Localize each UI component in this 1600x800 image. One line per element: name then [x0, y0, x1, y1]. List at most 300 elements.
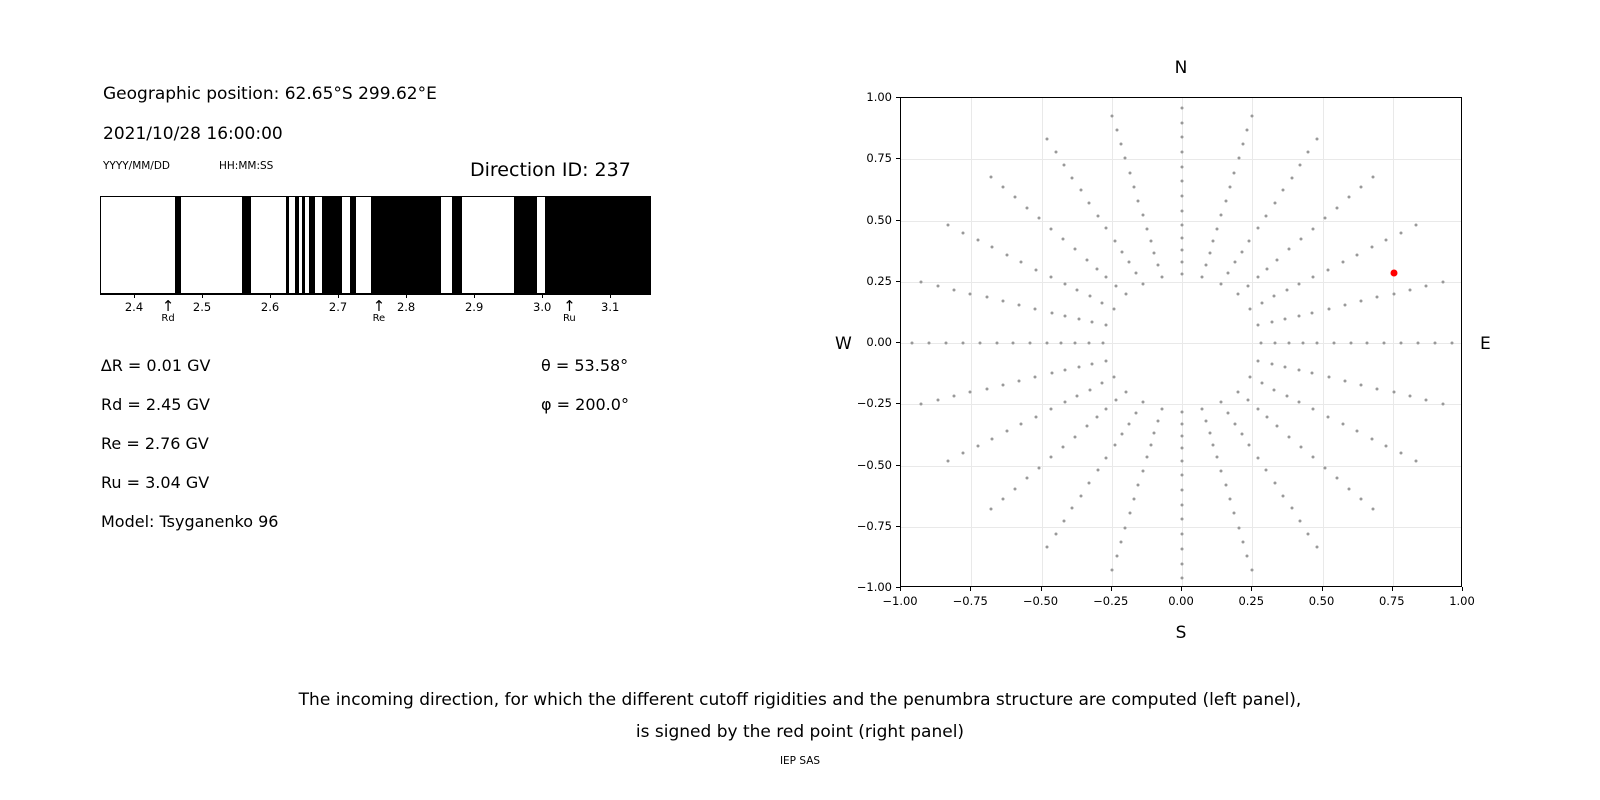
- direction-dot: [1229, 498, 1232, 501]
- gridline-horizontal: [901, 221, 1461, 222]
- direction-dot: [1366, 342, 1369, 345]
- direction-dot: [1137, 483, 1140, 486]
- direction-dot: [1273, 295, 1276, 298]
- direction-dot: [1242, 143, 1245, 146]
- direction-dot: [1261, 301, 1264, 304]
- direction-dot: [961, 231, 964, 234]
- direction-dot: [1311, 311, 1314, 314]
- x-axis-tick: [1111, 587, 1112, 591]
- direction-dot: [1441, 281, 1444, 284]
- x-axis-tick: [1181, 587, 1182, 591]
- direction-dot: [1125, 293, 1128, 296]
- direction-dot: [1034, 307, 1037, 310]
- direction-dot: [1383, 342, 1386, 345]
- direction-dot: [1049, 227, 1052, 230]
- direction-dot: [1181, 447, 1184, 450]
- direction-dot: [1242, 540, 1245, 543]
- x-axis-tick-label: 1.00: [1449, 594, 1475, 608]
- direction-dot: [1241, 433, 1244, 436]
- direction-dot: [1425, 399, 1428, 402]
- y-axis-tick: [896, 587, 900, 588]
- direction-dot: [1181, 518, 1184, 521]
- direction-dot: [961, 342, 964, 345]
- direction-dot: [1324, 217, 1327, 220]
- direction-dot: [1417, 342, 1420, 345]
- direction-dot: [1249, 376, 1252, 379]
- direction-dot: [1115, 554, 1118, 557]
- direction-dot: [1312, 275, 1315, 278]
- direction-dot: [1266, 416, 1269, 419]
- x-axis-tick-label: −0.50: [1022, 594, 1059, 608]
- direction-dot: [1343, 380, 1346, 383]
- direction-dot: [1236, 390, 1239, 393]
- direction-dot: [1349, 342, 1352, 345]
- direction-dot: [1181, 459, 1184, 462]
- direction-dot: [1327, 376, 1330, 379]
- direction-dot: [1181, 236, 1184, 239]
- direction-dot: [1160, 408, 1163, 411]
- penumbra-axis-tick: [338, 294, 339, 298]
- direction-dot: [1018, 380, 1021, 383]
- direction-dot: [1181, 106, 1184, 109]
- y-axis-tick-label: 1.00: [866, 90, 892, 104]
- gridline-vertical: [1393, 98, 1394, 586]
- direction-dot: [1001, 383, 1004, 386]
- direction-dot: [1265, 469, 1268, 472]
- penumbra-axis-tick-label: 2.9: [464, 300, 484, 314]
- gridline-vertical: [1042, 98, 1043, 586]
- direction-dot: [978, 342, 981, 345]
- direction-dot: [1181, 180, 1184, 183]
- penumbra-axis-tick-label: 2.6: [260, 300, 280, 314]
- direction-dot: [1370, 246, 1373, 249]
- direction-dot: [1315, 342, 1318, 345]
- direction-dot: [1425, 284, 1428, 287]
- penumbra-band: [295, 197, 300, 293]
- penumbra-marker-re: [372, 297, 386, 326]
- direction-dot: [1208, 431, 1211, 434]
- y-axis-tick: [896, 403, 900, 404]
- direction-dot: [1273, 201, 1276, 204]
- direction-dot: [1347, 487, 1350, 490]
- direction-dot: [1181, 165, 1184, 168]
- direction-dot: [1181, 503, 1184, 506]
- direction-dot: [1096, 214, 1099, 217]
- direction-dot: [1105, 227, 1108, 230]
- direction-dot: [1297, 314, 1300, 317]
- gridline-horizontal: [901, 404, 1461, 405]
- direction-dot: [920, 281, 923, 284]
- penumbra-marker-label: Rd: [161, 313, 175, 324]
- penumbra-axis-tick: [542, 294, 543, 298]
- direction-dot: [1050, 372, 1053, 375]
- direction-dot: [990, 175, 993, 178]
- direction-dot: [1360, 300, 1363, 303]
- direction-dot: [1335, 206, 1338, 209]
- direction-dot: [1153, 431, 1156, 434]
- direction-dot: [1071, 176, 1074, 179]
- direction-dot: [1307, 532, 1310, 535]
- direction-dot: [1079, 189, 1082, 192]
- direction-dot: [947, 224, 950, 227]
- direction-dot: [1299, 520, 1302, 523]
- direction-dot: [1146, 228, 1149, 231]
- arrow-up-icon: ↑: [161, 297, 175, 315]
- direction-dot: [1234, 422, 1237, 425]
- direction-dot: [953, 288, 956, 291]
- y-axis-tick-label: −0.25: [856, 396, 892, 411]
- y-axis-tick-label: 0.00: [866, 335, 892, 349]
- gridline-horizontal: [901, 527, 1461, 528]
- gridline-vertical: [1323, 98, 1324, 586]
- direction-dot: [1071, 507, 1074, 510]
- penumbra-axis-tick: [270, 294, 271, 298]
- direction-dot: [1301, 342, 1304, 345]
- direction-dot: [1227, 412, 1230, 415]
- direction-dot: [1312, 408, 1315, 411]
- penumbra-axis: [100, 294, 651, 354]
- penumbra-marker-label: Re: [372, 313, 386, 324]
- direction-dot: [1050, 311, 1053, 314]
- direction-dot: [1156, 263, 1159, 266]
- direction-dot: [1241, 250, 1244, 253]
- date-format-hint: YYYY/MM/DD: [103, 160, 171, 172]
- direction-dot: [1119, 143, 1122, 146]
- direction-dot: [1299, 163, 1302, 166]
- direction-dot: [991, 246, 994, 249]
- direction-dot: [1327, 415, 1330, 418]
- time-format-hint: HH:MM:SS: [219, 160, 274, 172]
- x-axis-tick-label: −0.25: [1093, 594, 1129, 608]
- direction-dot: [1020, 422, 1023, 425]
- direction-dot: [1297, 283, 1300, 286]
- direction-dot: [911, 342, 914, 345]
- penumbra-band: [286, 197, 289, 293]
- direction-dot: [1046, 342, 1049, 345]
- direction-dot: [1076, 394, 1079, 397]
- direction-dot: [969, 391, 972, 394]
- direction-dot: [1054, 532, 1057, 535]
- direction-dot: [1288, 248, 1291, 251]
- direction-dot: [1076, 289, 1079, 292]
- direction-dot: [1347, 196, 1350, 199]
- x-axis-tick-label: 0.50: [1308, 594, 1335, 608]
- direction-dot: [1077, 317, 1080, 320]
- direction-dot: [1273, 482, 1276, 485]
- x-axis-tick-label: −0.75: [952, 594, 988, 608]
- direction-dot: [1400, 452, 1403, 455]
- direction-dot: [1073, 435, 1076, 438]
- direction-dot: [1227, 271, 1230, 274]
- direction-dot: [936, 399, 939, 402]
- direction-dot: [976, 444, 979, 447]
- direction-dot: [1356, 430, 1359, 433]
- caption-line-2: is signed by the red point (right panel): [635, 722, 965, 742]
- direction-dot: [1287, 342, 1290, 345]
- penumbra-marker-label: Ru: [562, 313, 576, 324]
- right-panel: [800, 0, 1600, 800]
- penumbra-band: [452, 197, 462, 293]
- direction-dot: [1370, 437, 1373, 440]
- direction-dot: [1112, 307, 1115, 310]
- y-axis-tick: [896, 97, 900, 98]
- direction-dot: [1105, 456, 1108, 459]
- direction-dot: [1054, 151, 1057, 154]
- direction-dot: [1134, 412, 1137, 415]
- direction-dot: [976, 239, 979, 242]
- direction-dot: [1062, 520, 1065, 523]
- direction-dot: [1119, 540, 1122, 543]
- selected-direction-point: [1391, 270, 1398, 277]
- direction-dot: [1181, 224, 1184, 227]
- direction-dot: [1120, 433, 1123, 436]
- penumbra-bands: [100, 196, 651, 294]
- direction-dot: [1356, 253, 1359, 256]
- direction-dot: [1312, 227, 1315, 230]
- penumbra-band: [175, 197, 181, 293]
- direction-dot: [1212, 443, 1215, 446]
- direction-dot: [1134, 271, 1137, 274]
- direction-dot: [990, 508, 993, 511]
- direction-dot: [1265, 214, 1268, 217]
- direction-dot: [1237, 157, 1240, 160]
- penumbra-band: [371, 197, 441, 293]
- direction-dot: [1282, 494, 1285, 497]
- direction-dot: [1273, 342, 1276, 345]
- y-axis-tick: [896, 342, 900, 343]
- direction-dot: [1141, 282, 1144, 285]
- gridline-vertical: [1182, 98, 1183, 586]
- penumbra-marker-ru: [562, 297, 576, 326]
- geographic-position-label: Geographic position: 62.65°S 299.62°E: [103, 84, 437, 104]
- direction-dot: [1064, 369, 1067, 372]
- direction-dot: [1315, 138, 1318, 141]
- direction-dot: [1181, 273, 1184, 276]
- datetime-label: 2021/10/28 16:00:00: [103, 124, 283, 144]
- direction-dot: [1376, 387, 1379, 390]
- direction-dot: [1153, 252, 1156, 255]
- direction-dot: [1297, 369, 1300, 372]
- x-axis-tick-label: 0.00: [1168, 594, 1194, 608]
- direction-dot: [1181, 261, 1184, 264]
- direction-id-label: Direction ID: 237: [470, 159, 631, 181]
- direction-dot: [1096, 469, 1099, 472]
- direction-dot: [1181, 209, 1184, 212]
- y-axis-tick: [896, 281, 900, 282]
- direction-dot: [1001, 300, 1004, 303]
- figure-caption: [0, 684, 1600, 748]
- direction-dot: [1115, 399, 1118, 402]
- direction-dot: [1181, 489, 1184, 492]
- direction-dot: [1360, 383, 1363, 386]
- direction-dot: [1034, 376, 1037, 379]
- direction-dot: [1234, 261, 1237, 264]
- direction-dot: [928, 342, 931, 345]
- direction-dot: [1376, 296, 1379, 299]
- direction-dot: [1256, 456, 1259, 459]
- direction-dot: [1020, 261, 1023, 264]
- direction-dot: [1359, 497, 1362, 500]
- direction-dot: [1290, 507, 1293, 510]
- footer-credit: IEP SAS: [779, 755, 821, 767]
- direction-dot: [1049, 275, 1052, 278]
- direction-dot: [1220, 282, 1223, 285]
- direction-dot: [1181, 562, 1184, 565]
- direction-dot: [1064, 283, 1067, 286]
- direction-dot: [1371, 508, 1374, 511]
- direction-dot: [1181, 195, 1184, 198]
- direction-dot: [1208, 252, 1211, 255]
- direction-dot: [1091, 321, 1094, 324]
- direction-dot: [1311, 372, 1314, 375]
- direction-dot: [1400, 231, 1403, 234]
- direction-dot: [1181, 422, 1184, 425]
- penumbra-axis-tick-label: 2.4: [124, 300, 144, 314]
- x-axis-tick-label: 0.75: [1378, 594, 1405, 608]
- direction-dot: [1088, 482, 1091, 485]
- direction-dot: [1018, 303, 1021, 306]
- x-axis-tick: [1462, 587, 1463, 591]
- direction-dot: [1212, 240, 1215, 243]
- x-axis-tick: [1251, 587, 1252, 591]
- direction-dot: [1061, 445, 1064, 448]
- direction-dot: [1002, 497, 1005, 500]
- direction-dot: [1315, 545, 1318, 548]
- gridline-vertical: [1252, 98, 1253, 586]
- direction-dot: [1181, 248, 1184, 251]
- phi-value: φ = 200.0°: [541, 395, 629, 414]
- compass-west-label: W: [835, 334, 852, 354]
- direction-dot: [1128, 171, 1131, 174]
- y-axis-tick: [896, 465, 900, 466]
- direction-dot: [1034, 268, 1037, 271]
- penumbra-band: [322, 197, 342, 293]
- direction-dot: [936, 284, 939, 287]
- direction-dot: [1237, 526, 1240, 529]
- direction-dot: [1005, 430, 1008, 433]
- direction-dot: [1181, 121, 1184, 124]
- direction-dot: [1246, 554, 1249, 557]
- gridline-horizontal: [901, 159, 1461, 160]
- delta-r-value: ∆R = 0.01 GV: [101, 356, 211, 375]
- penumbra-band: [242, 197, 251, 293]
- direction-dot: [1026, 477, 1029, 480]
- direction-dot: [1297, 400, 1300, 403]
- direction-dot: [1290, 176, 1293, 179]
- direction-dot: [1095, 416, 1098, 419]
- penumbra-axis-tick: [610, 294, 611, 298]
- direction-dot: [944, 342, 947, 345]
- direction-dot: [1327, 268, 1330, 271]
- direction-dot: [1049, 408, 1052, 411]
- direction-dot: [1441, 402, 1444, 405]
- direction-dot: [1088, 342, 1091, 345]
- direction-dot: [1408, 395, 1411, 398]
- direction-dot: [1120, 250, 1123, 253]
- direction-dot: [1095, 267, 1098, 270]
- direction-dot: [1141, 401, 1144, 404]
- direction-dot: [1100, 382, 1103, 385]
- direction-dot: [961, 452, 964, 455]
- direction-dot: [1088, 295, 1091, 298]
- direction-dot: [1012, 342, 1015, 345]
- direction-dot: [947, 459, 950, 462]
- y-axis-tick-label: −0.50: [856, 457, 892, 472]
- direction-dot: [1062, 163, 1065, 166]
- y-axis-tick-label: −1.00: [856, 580, 892, 594]
- penumbra-band: [350, 197, 356, 293]
- direction-dot: [1385, 444, 1388, 447]
- direction-dot: [1246, 129, 1249, 132]
- direction-dot: [1229, 185, 1232, 188]
- direction-dot: [1077, 366, 1080, 369]
- direction-dot: [1261, 382, 1264, 385]
- gridline-horizontal: [901, 343, 1461, 344]
- direction-dot: [1371, 175, 1374, 178]
- model-value: Model: Tsyganenko 96: [101, 512, 279, 531]
- direction-dot: [1324, 466, 1327, 469]
- direction-dot: [1250, 569, 1253, 572]
- compass-north-label: N: [1174, 58, 1188, 78]
- direction-dot: [1359, 186, 1362, 189]
- direction-dot: [1236, 293, 1239, 296]
- direction-dot: [1046, 545, 1049, 548]
- direction-dot: [1141, 214, 1144, 217]
- direction-dot: [1181, 547, 1184, 550]
- direction-dot: [1233, 512, 1236, 515]
- sky-map-plot: [900, 97, 1462, 587]
- direction-dot: [1181, 533, 1184, 536]
- y-axis-tick-label: 0.75: [866, 151, 892, 166]
- x-axis-tick: [1392, 587, 1393, 591]
- y-axis-tick-label: 0.25: [866, 273, 892, 288]
- direction-dot: [1115, 129, 1118, 132]
- direction-dot: [1074, 342, 1077, 345]
- direction-dot: [1414, 224, 1417, 227]
- penumbra-chart: [100, 196, 651, 294]
- direction-dot: [1246, 399, 1249, 402]
- direction-dot: [1224, 200, 1227, 203]
- direction-dot: [1132, 185, 1135, 188]
- x-axis-tick-label: −1.00: [882, 594, 918, 608]
- direction-dot: [1332, 342, 1335, 345]
- direction-dot: [1105, 276, 1108, 279]
- penumbra-axis-tick: [406, 294, 407, 298]
- gridline-vertical: [971, 98, 972, 586]
- direction-dot: [1085, 258, 1088, 261]
- x-axis-tick: [1322, 587, 1323, 591]
- direction-dot: [1285, 394, 1288, 397]
- direction-dot: [1285, 289, 1288, 292]
- direction-dot: [1259, 342, 1262, 345]
- direction-dot: [1307, 151, 1310, 154]
- direction-dot: [1256, 324, 1259, 327]
- direction-dot: [1064, 314, 1067, 317]
- direction-dot: [1312, 456, 1315, 459]
- direction-dot: [1149, 443, 1152, 446]
- direction-dot: [1276, 425, 1279, 428]
- direction-dot: [1014, 487, 1017, 490]
- x-axis-tick: [970, 587, 971, 591]
- direction-dot: [1073, 248, 1076, 251]
- y-axis-tick: [896, 158, 900, 159]
- direction-dot: [1124, 526, 1127, 529]
- direction-dot: [1113, 240, 1116, 243]
- direction-dot: [1061, 238, 1064, 241]
- x-axis-tick: [900, 587, 901, 591]
- direction-dot: [1127, 422, 1130, 425]
- direction-dot: [1300, 238, 1303, 241]
